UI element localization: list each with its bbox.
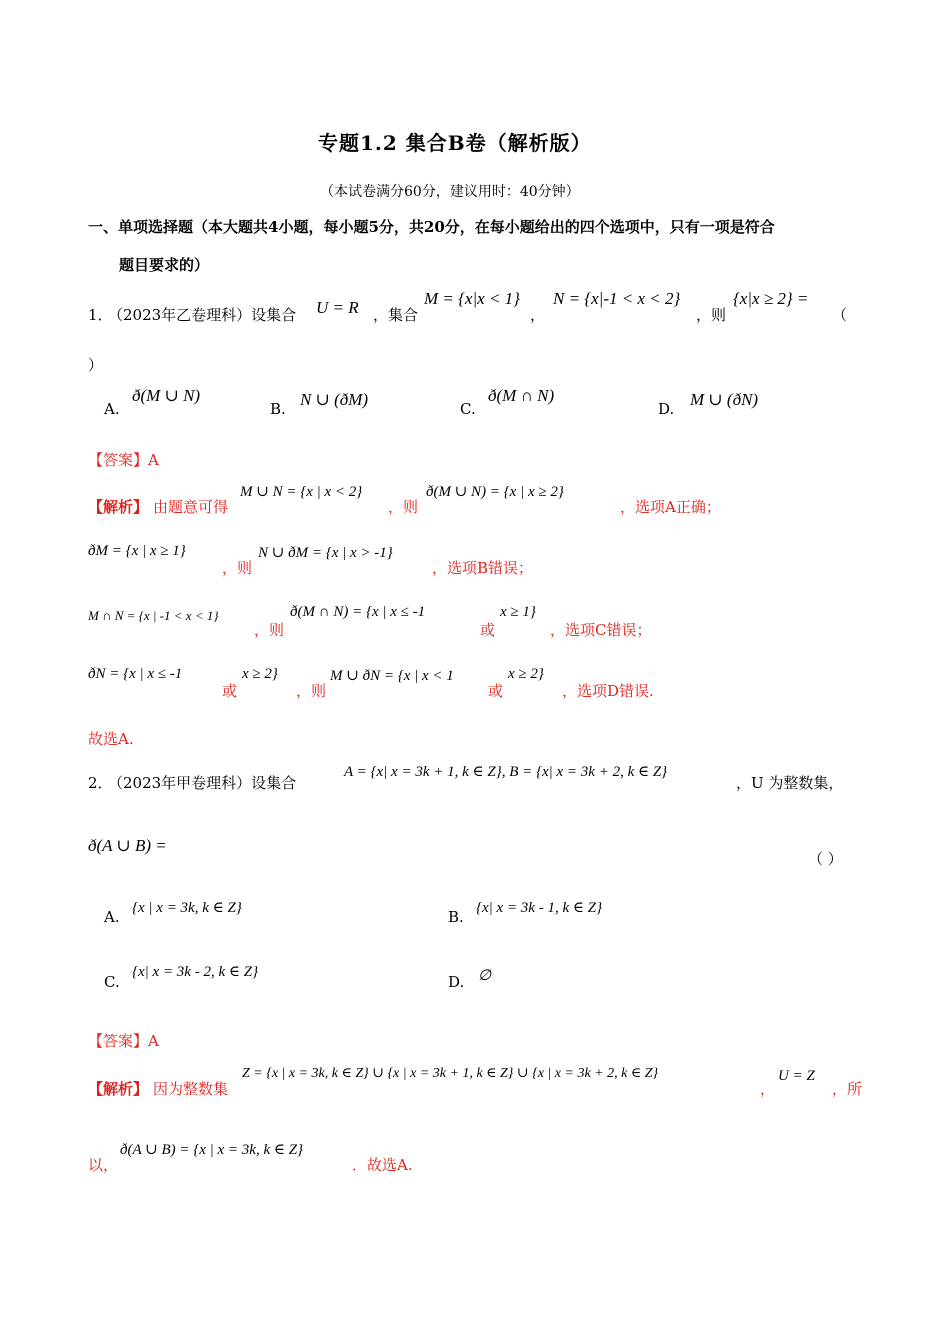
q1-analysis-math: M ∪ N = {x | x < 2} [240,484,363,500]
q2-option-c-label: C. [104,973,120,991]
q1-analysis-math: x ≥ 2} [508,666,544,682]
q2-number: 2． [88,774,113,792]
q1-option-b-label: B. [270,400,286,418]
q2-option-b-math: {x| x = 3k - 1, k ∈ Z} [476,900,603,916]
q1-analysis-text: ，选项A正确； [620,498,721,516]
q2-analysis-math: Z = {x | x = 3k, k ∈ Z} ∪ {x | x = 3k + 1, k ∈ Z} ∪ {x | x = 3k + 2, k ∈ Z} [242,1066,659,1081]
q1-option-c-label: C. [460,400,476,418]
q1-analysis-text: ，选项D错误. [562,682,654,700]
page-subtitle: （本试卷满分60分，建议用时：40分钟） [320,184,580,200]
q1-option-d-label: D. [658,400,675,418]
q1-analysis-math: N ∪ ðM = {x | x > -1} [258,545,393,561]
q2-option-a-math: {x | x = 3k, k ∈ Z} [132,900,242,916]
q2-analysis-math: ð(A ∪ B) = {x | x = 3k, k ∈ Z} [120,1142,304,1158]
q1-option-c-math: ð(M ∩ N) [488,386,555,405]
q2-option-c-math: {x| x = 3k - 2, k ∈ Z} [132,964,259,980]
q1-set-M: M = {x|x < 1} [424,289,520,308]
q1-option-a-math: ð(M ∪ N) [132,386,201,405]
q1-analysis-text: ，则 [222,559,253,577]
q1-analysis-or: 或 [488,682,504,700]
q2-expr: ð(A ∪ B) = [88,836,167,855]
q2-option-b-label: B. [448,908,464,926]
q1-analysis-math: x ≥ 1} [500,604,536,620]
q1-option-a-label: A. [104,400,120,418]
q2-source: （2023年甲卷理科）设集合 [108,774,297,792]
q1-analysis-math: M ∩ N = {x | -1 < x < 1} [88,608,219,623]
page-title: 专题1.2 集合B卷（解析版） [318,131,592,155]
q2-analysis-math: U = Z [778,1068,815,1084]
q2-analysis-text: 因为整数集 [153,1080,229,1098]
q1-analysis-text: ，则 [254,621,285,639]
q1-text-set: ，集合 [373,306,419,324]
q1-analysis-or: 或 [480,621,496,639]
q2-option-a-label: A. [104,908,120,926]
q1-analysis-text: ，则 [388,498,419,516]
q1-analysis-math: ðM = {x | x ≥ 1} [88,543,186,559]
q2-analysis-text: 以， [88,1156,119,1174]
q1-analysis-text: ，选项B错误； [432,559,534,577]
q1-expr: {x|x ≥ 2} = [733,289,809,308]
q1-analysis-tag: 【解析】 [88,498,149,516]
q2-analysis-tag: 【解析】 [88,1080,149,1098]
q1-analysis-text: ，则 [296,682,327,700]
q1-conclusion: 故选A. [88,730,134,748]
q1-analysis-text: 由题意可得 [153,498,229,516]
section-heading-cont: 题目要求的） [119,256,210,274]
q2-analysis-text: ，所 [832,1080,863,1098]
q1-analysis-math: ðN = {x | x ≤ -1 [88,666,183,682]
section-heading: 一、单项选择题（本大题共4小题，每小题5分，共20分，在每小题给出的四个选项中，只有一项是符合 [88,218,775,236]
q2-paren: （ ） [808,850,843,868]
q1-option-b-math: N ∪ (ðM) [300,390,369,409]
q1-paren-open: （ [832,306,848,324]
q1-analysis-text: ，选项C错误； [550,621,652,639]
q2-option-d-math: ∅ [478,968,492,984]
q2-option-d-label: D. [448,973,465,991]
q1-paren-close: ） [88,356,104,374]
q2-sets: A = {x| x = 3k + 1, k ∈ Z}, B = {x| x = 3k + 2, k ∈ Z} [344,764,668,780]
q1-number: 1． [88,306,113,324]
q1-set-N: N = {x|-1 < x < 2} [553,289,681,308]
q1-source: （2023年乙卷理科）设集合 [108,306,297,324]
q2-analysis-text: ， [760,1080,776,1098]
q1-comma: ， [530,306,546,324]
q1-option-d-math: M ∪ (ðN) [690,390,759,409]
q2-answer: 【答案】A [88,1032,159,1050]
q1-analysis-math: x ≥ 2} [242,666,278,682]
q2-analysis-text: ．故选A. [352,1156,413,1174]
q1-analysis-math: M ∪ ðN = {x | x < 1 [330,668,454,684]
q1-answer: 【答案】A [88,451,159,469]
q1-analysis-math: ð(M ∪ N) = {x | x ≥ 2} [426,484,564,500]
q1-analysis-or: 或 [222,682,238,700]
q1-then: ，则 [696,306,727,324]
q1-set-U: U = R [316,298,359,317]
q1-analysis-math: ð(M ∩ N) = {x | x ≤ -1 [290,604,426,620]
q2-after: ，U 为整数集， [736,774,844,792]
